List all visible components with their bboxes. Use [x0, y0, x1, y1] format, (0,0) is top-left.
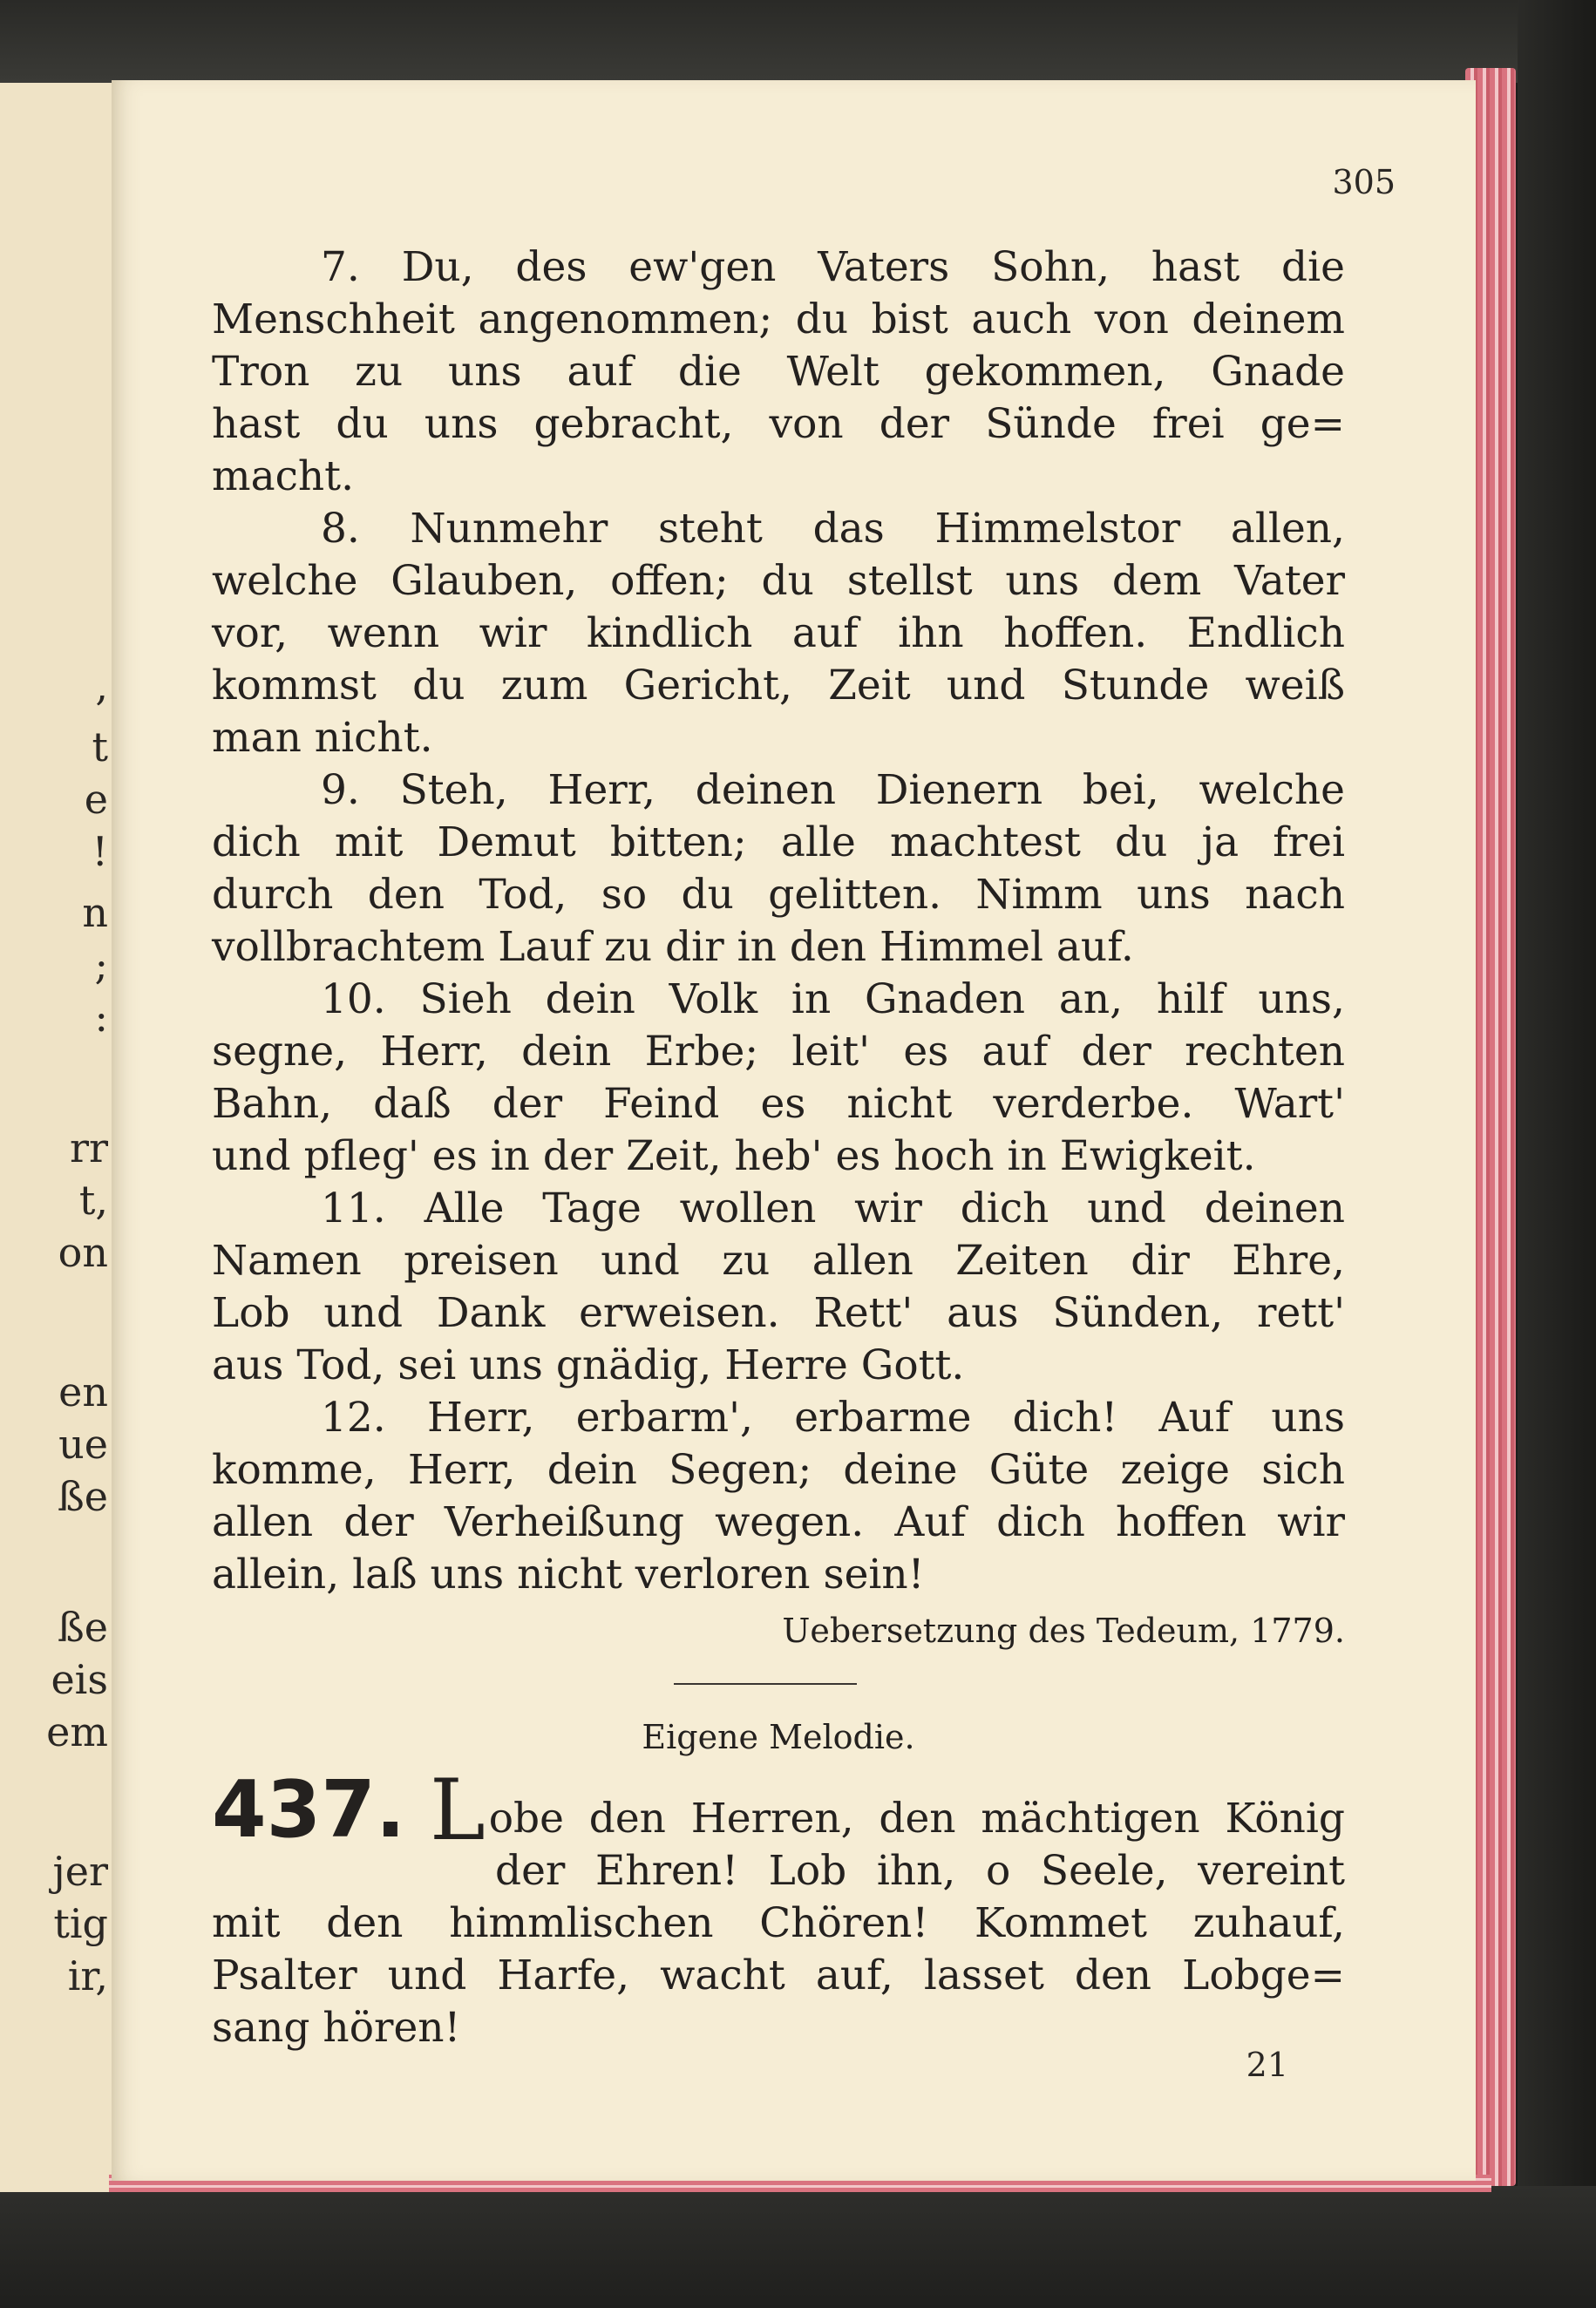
verse-line: Lob und Dank erweisen. Rett' aus Sünden, rett': [212, 1289, 1345, 1337]
left-page-text-fragment: tig: [53, 1900, 108, 1947]
hymn-line: Psalter und Harfe, wacht auf, lasset den Lobge=: [212, 1952, 1345, 1999]
left-page-text-fragment: en: [58, 1368, 108, 1415]
left-page-text-fragment: on: [58, 1229, 108, 1276]
section-divider: [674, 1683, 857, 1685]
verse-line: Tron zu uns auf die Welt gekommen, Gnade: [212, 348, 1345, 396]
verse-line: Bahn, daß der Feind es nicht verderbe. Wart': [212, 1080, 1345, 1128]
verse-line: 11. Alle Tage wollen wir dich und deinen: [321, 1185, 1345, 1232]
hymn-text-block: [212, 241, 1345, 2054]
left-page-text-fragment: ;: [94, 941, 108, 988]
book-cover-right: [1518, 0, 1596, 2308]
left-page-text-fragment: :: [94, 994, 108, 1041]
verse-line: 7. Du, des ew'gen Vaters Sohn, hast die: [321, 243, 1345, 291]
verse-line: kommst du zum Gericht, Zeit und Stunde weiß: [212, 662, 1345, 709]
verse-line: aus Tod, sei uns gnädig, Herre Gott.: [212, 1341, 965, 1389]
verse-line: 12. Herr, erbarm', erbarme dich! Auf uns: [321, 1394, 1345, 1442]
verse-line: welche Glauben, offen; du stellst uns dem Vater: [212, 557, 1345, 605]
verse-line: hast du uns gebracht, von der Sünde frei ge=: [212, 400, 1345, 448]
left-page-text-fragment: ir,: [67, 1952, 108, 1999]
left-page-text-fragment: e: [84, 776, 108, 823]
left-page-text-fragment: jer: [52, 1848, 108, 1895]
verse-line: segne, Herr, dein Erbe; leit' es auf der rechten: [212, 1028, 1345, 1076]
left-page-text-fragment: eis: [51, 1656, 108, 1703]
left-page-text-fragment: t: [92, 723, 108, 770]
signature-mark: 21: [1246, 2046, 1288, 2084]
left-page-text-fragment: t,: [78, 1177, 108, 1224]
verse-line: und pfleg' es in der Zeit, heb' es hoch in Ewigkeit.: [212, 1132, 1256, 1180]
left-page-text-fragment: ße: [58, 1604, 108, 1651]
book-cover-top: [0, 0, 1596, 83]
book-cover-bottom: [0, 2186, 1596, 2308]
hymn-lines: [212, 1845, 1345, 2054]
page-number: 305: [1332, 163, 1396, 201]
left-page-text-fragment: em: [46, 1708, 108, 1755]
hymn-line: sang hören!: [212, 2004, 461, 2052]
left-facing-page: [0, 83, 115, 2192]
left-page-text-fragment: ue: [58, 1421, 108, 1468]
verse-line: allen der Verheißung wegen. Auf dich hoffen wir: [212, 1498, 1345, 1546]
verse-line: komme, Herr, dein Segen; deine Güte zeige sich: [212, 1446, 1345, 1494]
left-page-text-fragment: rr: [70, 1124, 108, 1171]
book-page: [112, 80, 1476, 2181]
left-page-text-fragment: n: [82, 889, 108, 936]
verse-line: 9. Steh, Herr, deinen Dienern bei, welche: [321, 766, 1345, 814]
verse-line: vollbrachtem Lauf zu dir in den Himmel auf.: [212, 923, 1134, 971]
verse-line: 10. Sieh dein Volk in Gnaden an, hilf uns,: [321, 975, 1345, 1023]
verse-line: man nicht.: [212, 714, 433, 762]
verse-line: vor, wenn wir kindlich auf ihn hoffen. Endlich: [212, 609, 1345, 657]
hymn-first-line: [212, 1762, 1345, 1859]
drop-cap: L: [430, 1762, 486, 1859]
verse-line: durch den Tod, so du gelitten. Nimm uns nach: [212, 871, 1345, 919]
melody-note: Eigene Melodie.: [642, 1718, 915, 1756]
verses-container: [212, 241, 1345, 1601]
attribution: Uebersetzung des Tedeum, 1779.: [782, 1612, 1345, 1650]
left-page-text-fragment: ße: [58, 1473, 108, 1520]
hymn-line: der Ehren! Lob ihn, o Seele, vereint: [495, 1847, 1345, 1895]
verse-line: macht.: [212, 452, 355, 500]
hymn-line: mit den himmlischen Chören! Kommet zuhauf,: [212, 1899, 1345, 1947]
hymn-first-line-text: obe den Herren, den mächtigen König: [488, 1795, 1345, 1843]
verse-line: Namen preisen und zu allen Zeiten dir Ehre,: [212, 1237, 1345, 1285]
left-page-text-fragment: ,: [95, 662, 108, 709]
verse-line: 8. Nunmehr steht das Himmelstor allen,: [321, 505, 1345, 553]
hymn-number: 437.: [212, 1764, 406, 1856]
verse-line: Menschheit angenommen; du bist auch von deinem: [212, 295, 1345, 343]
left-page-text-fragment: !: [92, 828, 108, 875]
verse-line: allein, laß uns nicht verloren sein!: [212, 1551, 925, 1599]
verse-line: dich mit Demut bitten; alle machtest du ja frei: [212, 818, 1345, 866]
